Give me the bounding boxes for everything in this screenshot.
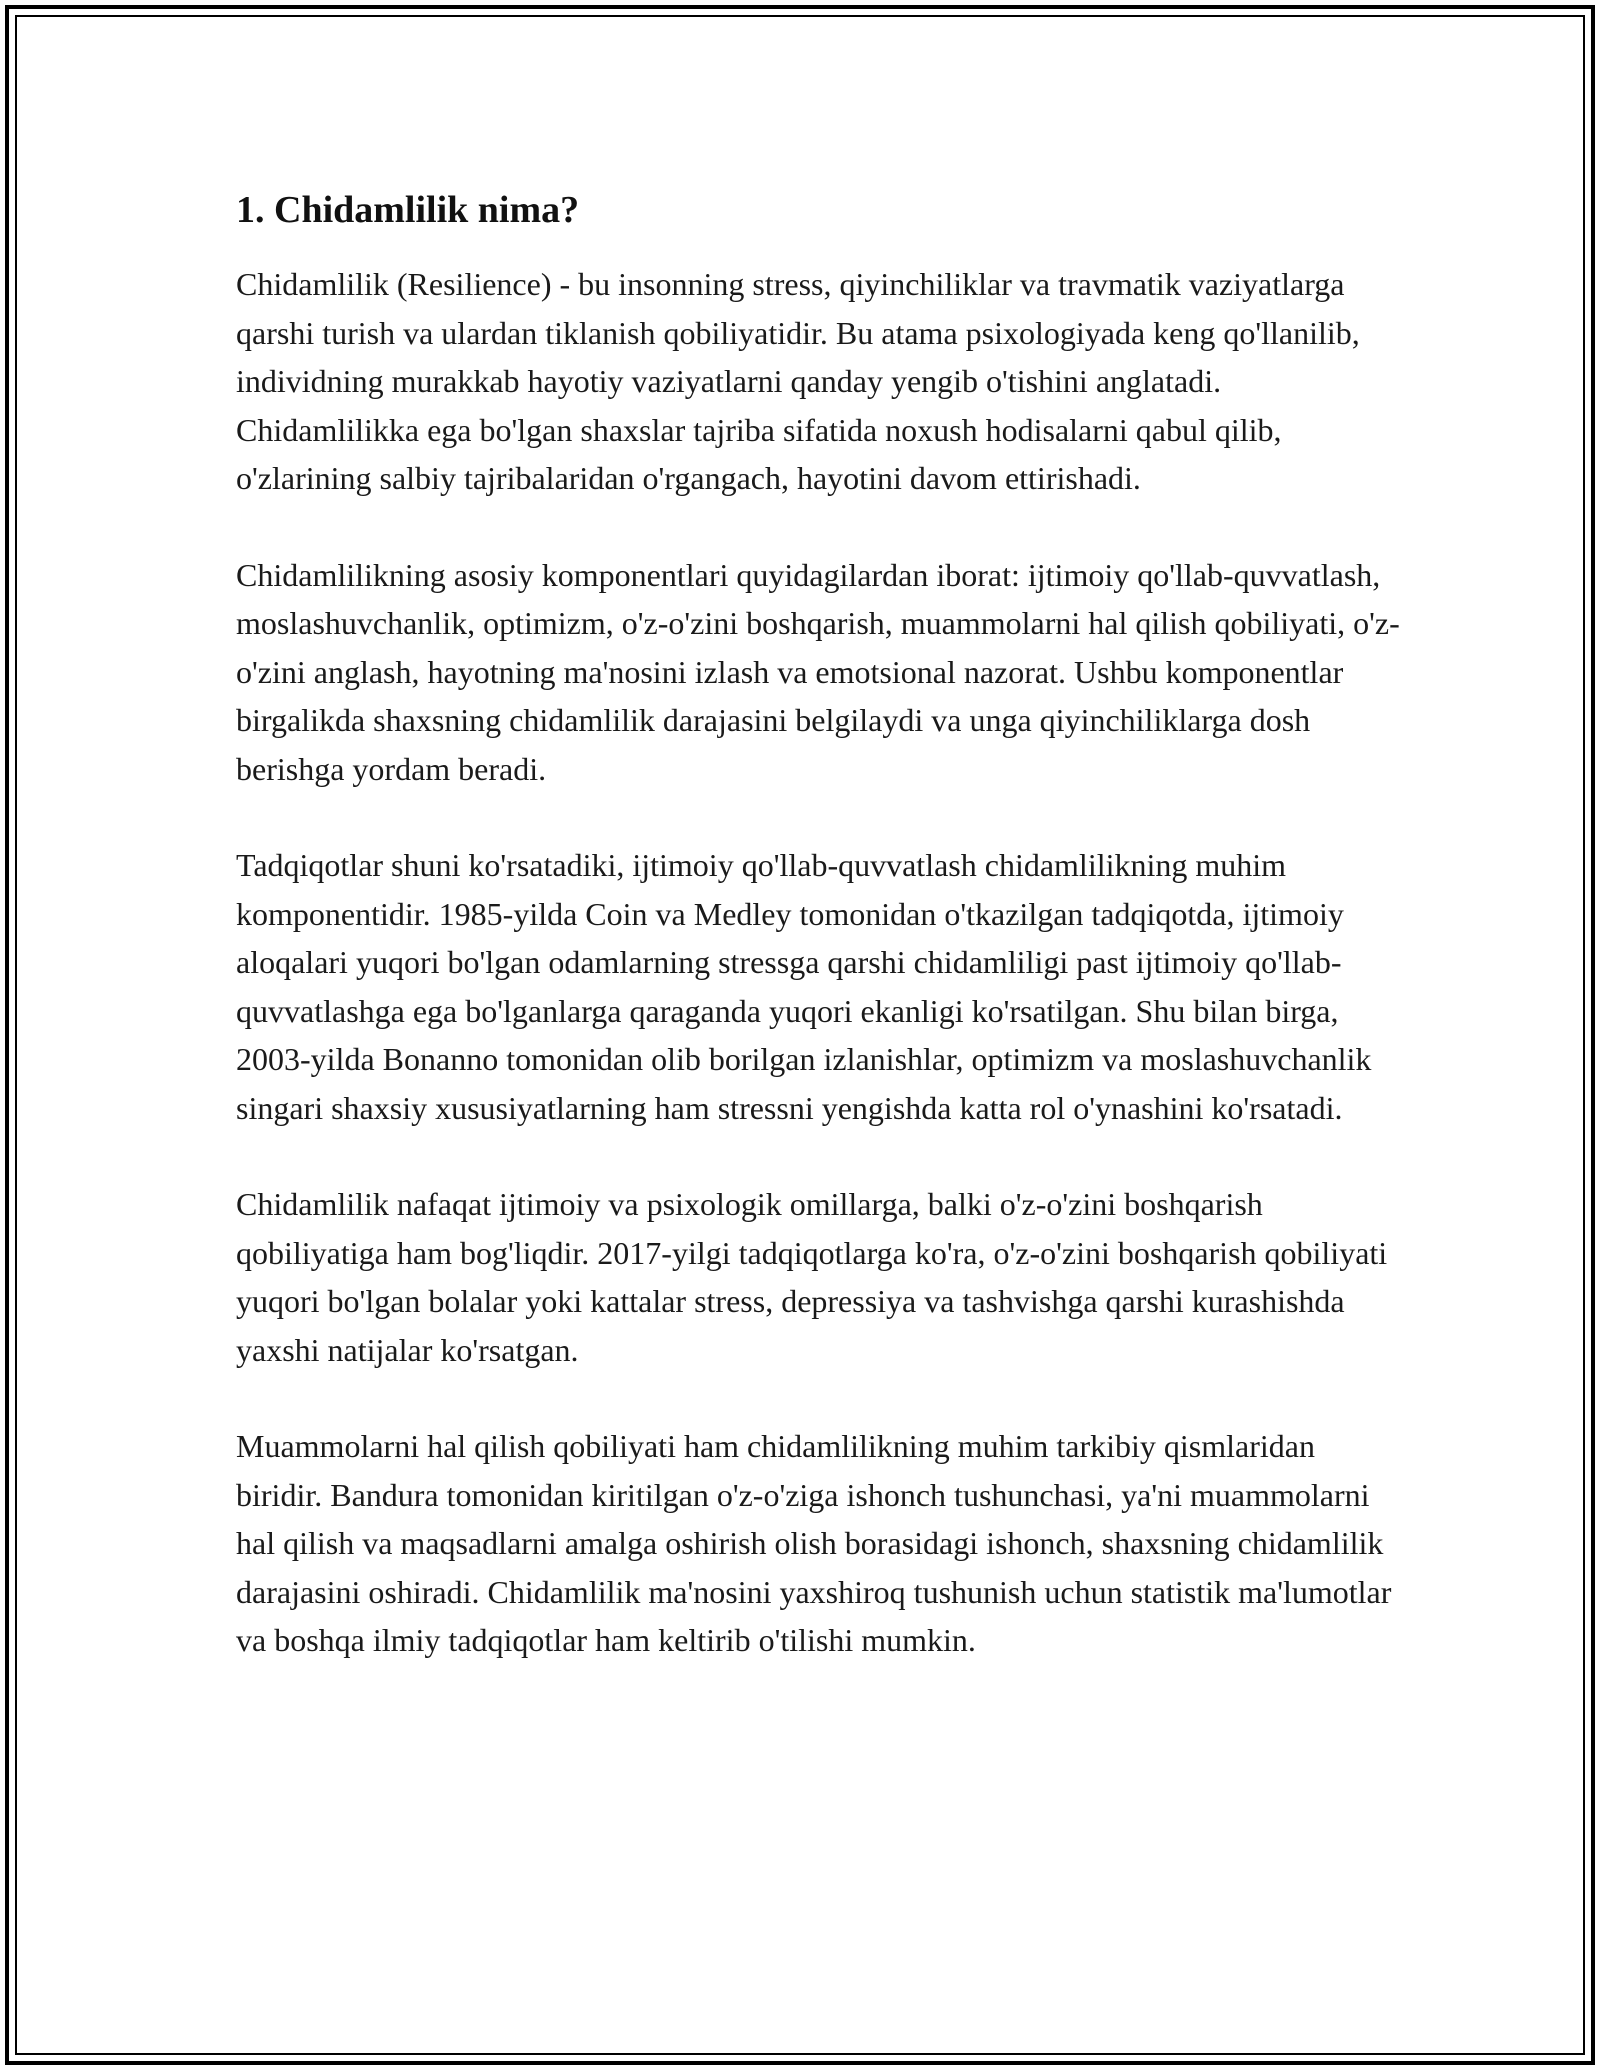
paragraph-social-support: Tadqiqotlar shuni ko'rsatadiki, ijtimoiy qo'llab-quvvatlash chidamlilikning muhim komponentidir. 1985-yilda Coin va Medley tomonidan o'tkazilgan tadqiqotda, ijtimoiy aloqalari yuqori bo'lgan odamlarning stressga qarshi chidamliligi past ijtimoiy qo'llab-quvvatlashga ega bo'lganlarga qaraganda yuqori ekanligi ko'rsatilgan. Shu bilan birga, 2003-yilda Bonanno tomonidan olib borilgan izlanishlar, optimizm va moslashuvchanlik singari shaxsiy xususiyatlarning ham stressni yengishda katta rol o'ynashini ko'rsatadi. xyxy=(236,847,1372,1126)
section-heading: 1. Chidamlilik nima? xyxy=(236,189,580,231)
paragraph-self-regulation: Chidamlilik nafaqat ijtimoiy va psixologik omillarga, balki o'z-o'zini boshqarish qobiliyatiga ham bog'liqdir. 2017-yilgi tadqiqotlarga ko'ra, o'z-o'zini boshqarish qobiliyati yuqori bo'lgan bolalar yoki kattalar stress, depressiya va tashvishga qarshi kurashishda yaxshi natijalar ko'rsatgan. xyxy=(236,1186,1388,1368)
paragraph-problem-solving: Muammolarni hal qilish qobiliyati ham chidamlilikning muhim tarkibiy qismlaridan biridir. Bandura tomonidan kiritilgan o'z-o'ziga ishonch tushunchasi, ya'ni muammolarni hal qilish va maqsadlarni amalga oshirish olish borasidagi ishonch, shaxsning chidamlilik darajasini oshiradi. Chidamlilik ma'nosini yaxshiroq tushunish uchun statistik ma'lumotlar va boshqa ilmiy tadqiqotlar ham keltirib o'tilishi mumkin. xyxy=(236,1428,1392,1658)
paragraph-components: Chidamlilikning asosiy komponentlari quyidagilardan iborat: ijtimoiy qo'llab-quvvatlash, moslashuvchanlik, optimizm, o'z-o'zini boshqarish, muammolarni hal qilish qobiliyati, o'z-o'zini anglash, hayotning ma'nosini izlash va emotsional nazorat. Ushbu komponentlar birgalikda shaxsning chidamlilik darajasini belgilaydi va unga qiyinchiliklarga dosh berishga yordam beradi. xyxy=(236,556,1400,787)
document-body xyxy=(236,186,1406,1713)
paragraph-definition: Chidamlilik (Resilience) - bu insonning stress, qiyinchiliklar va travmatik vaziyatlarga qarshi turish va ulardan tiklanish qobiliyatidir. Bu atama psixologiyada keng qo'llanilib, individning murakkab hayotiy vaziyatlarni qanday yengib o'tishini anglatadi. Chidamlilikka ega bo'lgan shaxslar tajriba sifatida noxush hodisalarni qabul qilib, o'zlarining salbiy tajribalaridan o'rgangach, hayotini davom ettirishadi. xyxy=(236,266,1360,496)
